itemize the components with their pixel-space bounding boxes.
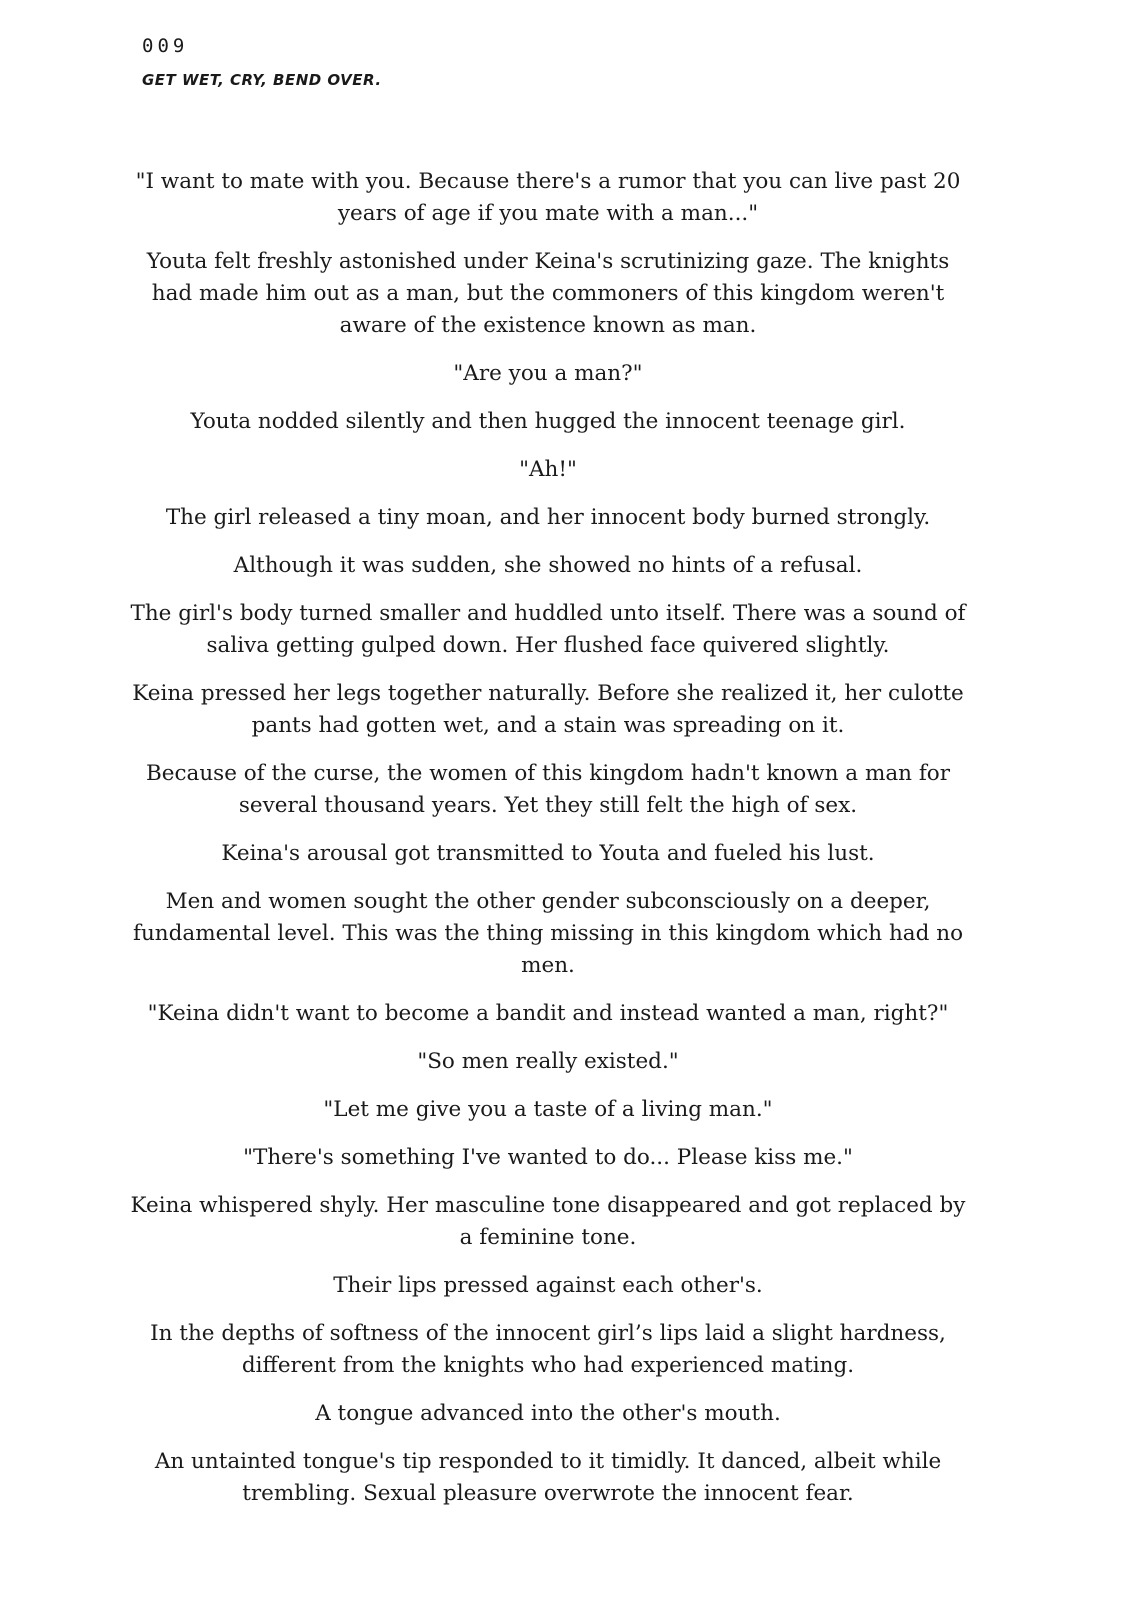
paragraph: "Keina didn't want to become a bandit and instead wanted a man, right?" xyxy=(147,1001,949,1026)
paragraph: Because of the curse, the women of this kingdom hadn't known a man for several thousand years. Yet they still felt the high of sex. xyxy=(145,761,951,818)
paragraph: A tongue advanced into the other's mouth. xyxy=(315,1401,781,1426)
paragraph: Although it was sudden, she showed no hints of a refusal. xyxy=(233,553,863,578)
paragraph: Men and women sought the other gender subconsciously on a deeper, fundamental level. This was the thing missing in this kingdom which had no men. xyxy=(132,889,964,978)
chapter-header xyxy=(142,34,382,90)
paragraph: Youta felt freshly astonished under Keina's scrutinizing gaze. The knights had made him out as a man, but the commoners of this kingdom weren't aware of the existence known as man. xyxy=(146,249,950,338)
paragraph: In the depths of softness of the innocent girl’s lips laid a slight hardness, different from the knights who had experienced mating. xyxy=(150,1321,946,1378)
paragraph: "So men really existed." xyxy=(417,1049,679,1074)
paragraph: The girl's body turned smaller and huddled unto itself. There was a sound of saliva getting gulped down. Her flushed face quivered slightly. xyxy=(130,601,966,658)
paragraph: Keina whispered shyly. Her masculine tone disappeared and got replaced by a feminine tone. xyxy=(130,1193,966,1250)
chapter-title: GET WET, CRY, BEND OVER. xyxy=(142,71,382,89)
paragraph: The girl released a tiny moan, and her innocent body burned strongly. xyxy=(165,505,931,530)
paragraph: An untainted tongue's tip responded to it timidly. It danced, albeit while trembling. Sexual pleasure overwrote the innocent fear. xyxy=(154,1449,942,1506)
paragraph: Keina's arousal got transmitted to Youta and fueled his lust. xyxy=(221,841,875,866)
paragraph: "I want to mate with you. Because there's a rumor that you can live past 20 years of age if you mate with a man..." xyxy=(135,169,961,226)
paragraph: Youta nodded silently and then hugged the innocent teenage girl. xyxy=(190,409,906,434)
paragraph: Keina pressed her legs together naturally. Before she realized it, her culotte pants had gotten wet, and a stain was spreading on it. xyxy=(132,681,964,738)
chapter-number: 009 xyxy=(142,35,189,57)
paragraph: "Ah!" xyxy=(519,457,577,482)
paragraph: "There's something I've wanted to do... Please kiss me." xyxy=(243,1145,853,1170)
paragraph: "Are you a man?" xyxy=(453,361,643,386)
paragraph: "Let me give you a taste of a living man." xyxy=(323,1097,773,1122)
paragraph: Their lips pressed against each other's. xyxy=(333,1273,763,1298)
body-text xyxy=(128,166,968,1526)
